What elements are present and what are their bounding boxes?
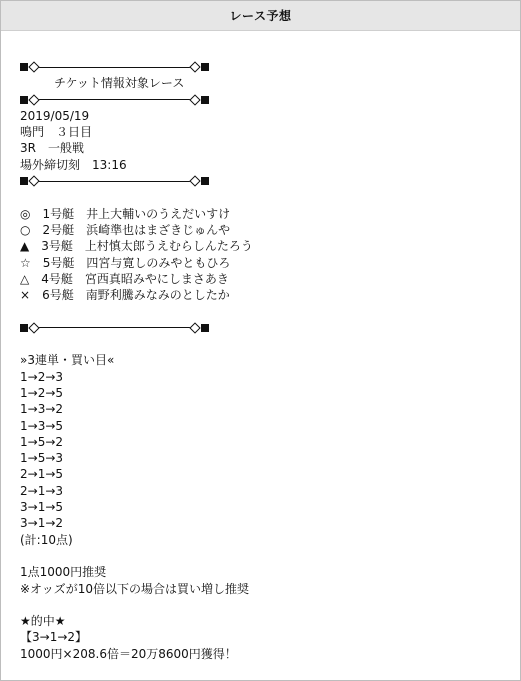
diamond-icon [28, 176, 39, 187]
prediction-text: 5号艇 四宮与寛しのみやともひろ [30, 255, 231, 270]
bets-total: (計:10点) [20, 532, 73, 547]
prediction-content [20, 59, 510, 662]
square-bullet-icon [20, 96, 28, 104]
spacer [20, 548, 510, 564]
separator [20, 173, 510, 189]
prediction-row [20, 255, 510, 271]
square-bullet-icon [20, 177, 28, 185]
square-bullet-icon [201, 324, 209, 332]
race-deadline: 場外締切刻 13:16 [20, 157, 127, 172]
prediction-row [20, 271, 510, 287]
prediction-mark: ○ [20, 222, 31, 237]
prediction-row [20, 206, 510, 222]
diamond-icon [28, 322, 39, 333]
result-heading: ★的中★ [20, 614, 66, 629]
separator-rule [39, 327, 190, 328]
bet-combo: 3→1→5 [20, 500, 64, 515]
stake-advice: 1点1000円推奨 [20, 565, 107, 580]
race-type: 3R 一般戦 [20, 141, 84, 156]
bet-combo: 1→2→3 [20, 369, 64, 384]
odds-note: ※オッズが10倍以下の場合は買い増し推奨 [20, 581, 249, 596]
separator-rule [39, 67, 190, 68]
square-bullet-icon [20, 324, 28, 332]
diamond-icon [28, 94, 39, 105]
bet-combo: 1→2→5 [20, 385, 64, 400]
bet-combo: 1→3→2 [20, 402, 64, 417]
spacer [20, 336, 510, 352]
separator [20, 92, 510, 108]
diamond-icon [189, 176, 200, 187]
prediction-text: 2号艇 浜崎準也はまざきじゅんや [30, 222, 231, 237]
separator [20, 59, 510, 75]
panel-header [1, 1, 520, 31]
prediction-row [20, 238, 510, 254]
square-bullet-icon [201, 63, 209, 71]
panel-title: レース予想 [229, 9, 292, 23]
square-bullet-icon [201, 177, 209, 185]
bet-combo: 2→1→3 [20, 483, 64, 498]
prediction-mark: × [20, 288, 31, 303]
prediction-mark: △ [20, 271, 30, 286]
prediction-text: 1号艇 井上大輔いのうえだいすけ [30, 206, 231, 221]
separator [20, 320, 510, 336]
race-date: 2019/05/19 [20, 108, 90, 123]
diamond-icon [189, 94, 200, 105]
prediction-row [20, 287, 510, 303]
spacer [20, 597, 510, 613]
result-payout: 1000円×208.6倍＝20万8600円獲得！ [20, 646, 237, 661]
prediction-mark: ◎ [20, 206, 31, 221]
spacer [20, 303, 510, 319]
diamond-icon [189, 61, 200, 72]
ticket-title: チケット情報対象レース [54, 76, 185, 91]
spacer [20, 189, 510, 205]
bet-combo: 2→1→5 [20, 467, 64, 482]
prediction-mark: ☆ [20, 255, 31, 270]
square-bullet-icon [201, 96, 209, 104]
race-venue-day: 鳴門 ３日目 [20, 125, 93, 140]
square-bullet-icon [20, 63, 28, 71]
prediction-text: 6号艇 南野利騰みなみのとしたか [30, 288, 230, 303]
separator-rule [39, 181, 190, 182]
bets-heading: »3連単・買い目« [20, 353, 115, 368]
bet-combo: 1→3→5 [20, 418, 64, 433]
prediction-mark: ▲ [20, 239, 30, 254]
bet-combo: 1→5→2 [20, 434, 64, 449]
prediction-text: 4号艇 宮西真昭みやにしまさあき [29, 271, 229, 286]
diamond-icon [189, 322, 200, 333]
prediction-text: 3号艇 上村慎太郎うえむらしんたろう [29, 239, 253, 254]
bet-combo: 3→1→2 [20, 516, 64, 531]
prediction-row [20, 222, 510, 238]
diamond-icon [28, 61, 39, 72]
bet-combo: 1→5→3 [20, 451, 64, 466]
separator-rule [39, 99, 190, 100]
result-combo: 【3→1→2】 [20, 630, 88, 645]
